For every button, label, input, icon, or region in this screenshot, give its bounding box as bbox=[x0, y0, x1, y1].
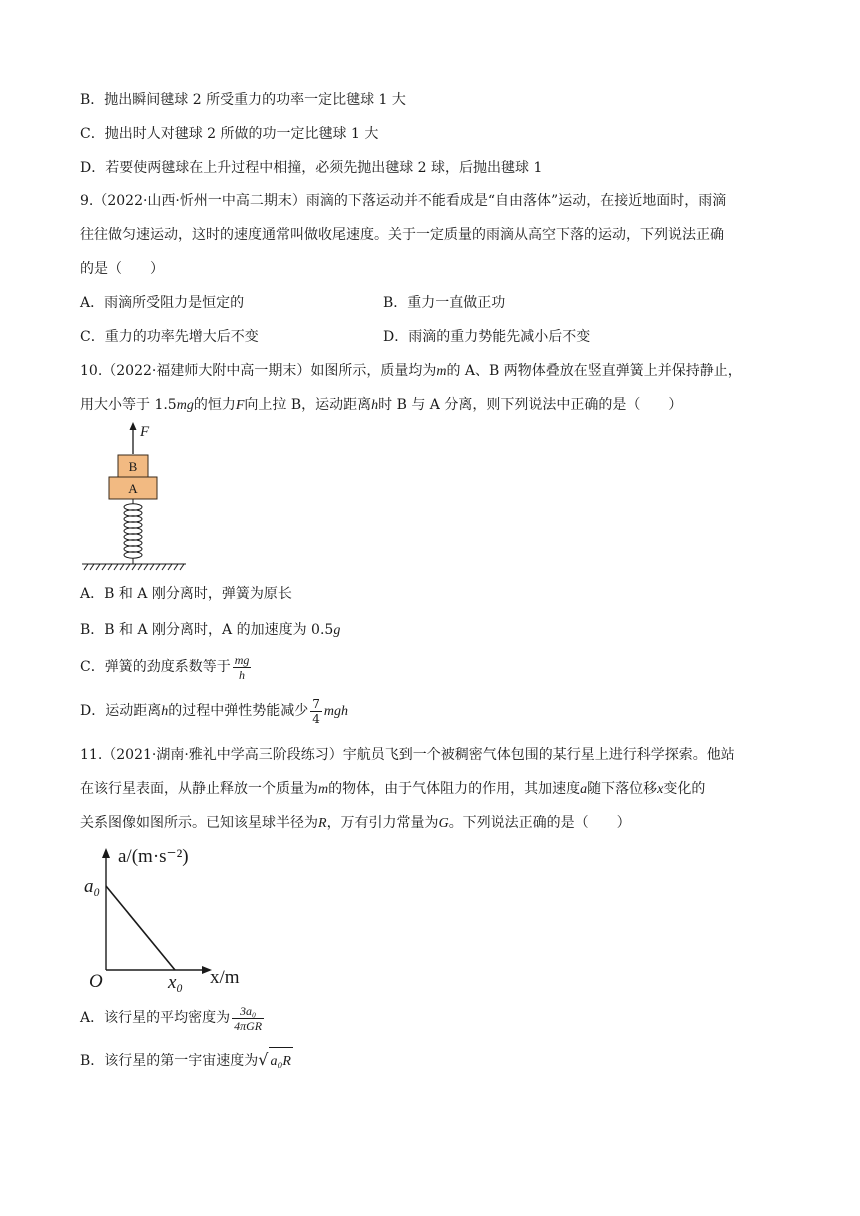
energy-fraction: $\frac{7}{4}$ bbox=[312, 696, 320, 726]
force-label: F bbox=[140, 424, 150, 440]
q11-option-b: B．该行星的第一宇宙速度为√ a₀R bbox=[80, 1046, 293, 1076]
q9-stem-line1: 9.（2022·山西·忻州一中高二期末）雨滴的下落运动并不能看成是“自由落体”运动，在接近地面时，雨滴 bbox=[80, 193, 727, 209]
block-b-label: B bbox=[128, 459, 138, 474]
y-axis-label: a/(m·s⁻²) bbox=[118, 846, 189, 867]
q8-option-c: C．抛出时人对毽球 2 所做的功一定比毽球 1 大 bbox=[80, 126, 379, 142]
ground bbox=[82, 564, 186, 570]
q11-option-a: A．该行星的平均密度为 $\frac{\text{3a₀}}{\text{4πGR}}$ bbox=[80, 1003, 263, 1033]
acceleration-displacement-graph bbox=[78, 842, 278, 992]
q9-stem-line2: 往往做匀速运动，这时的速度通常叫做收尾速度。关于一定质量的雨滴从高空下落的运动，下列说法正确 bbox=[80, 227, 724, 243]
q10-option-c: C．弹簧的劲度系数等于 $\frac{mg}{h}$ bbox=[80, 652, 250, 682]
q11-stem-line2: 在该行星表面，从静止释放一个质量为m的物体，由于气体阻力的作用，其加速度a随下落位移x变化的 bbox=[80, 781, 706, 797]
q11-stem-line3: 关系图像如图所示。已知该星球半径为R，万有引力常量为G。下列说法正确的是（ ） bbox=[80, 815, 631, 831]
density-fraction: $\frac{\text{3a₀}}{\text{4πGR}}$ bbox=[234, 1003, 263, 1033]
q9-option-b: B．重力一直做正功 bbox=[383, 295, 506, 311]
q9-option-d: D．雨滴的重力势能先减小后不变 bbox=[383, 329, 591, 345]
sqrt-symbol: √ bbox=[258, 1050, 269, 1069]
y-axis-arrow bbox=[102, 848, 110, 858]
force-arrowhead bbox=[130, 422, 137, 430]
q8-option-b: B．抛出瞬间毽球 2 所受重力的功率一定比毽球 1 大 bbox=[80, 92, 406, 108]
q10-stem-line1: 10.（2022·福建师大附中高一期末）如图所示，质量均为m的 A、B 两物体叠放在竖直弹簧上并保持静止， bbox=[80, 363, 742, 379]
y-intercept-label: a₀ bbox=[84, 876, 101, 897]
a-x-line bbox=[106, 886, 175, 970]
q9-option-c: C．重力的功率先增大后不变 bbox=[80, 329, 259, 345]
q9-option-a: A．雨滴所受阻力是恒定的 bbox=[80, 295, 245, 311]
x-axis-label: x/m bbox=[210, 967, 240, 988]
x-intercept-label: x₀ bbox=[168, 972, 184, 992]
q8-option-d: D．若要使两毽球在上升过程中相撞，必须先抛出毽球 2 球，后抛出毽球 1 bbox=[80, 160, 543, 176]
q9-stem-line3: 的是（ ） bbox=[80, 261, 164, 277]
stiffness-fraction: $\frac{mg}{h}$ bbox=[234, 652, 250, 682]
q10-option-d: D．运动距离h的过程中弹性势能减少 $\frac{7}{4}$ mgh bbox=[80, 696, 348, 726]
spring-blocks-figure bbox=[80, 420, 190, 575]
q10-option-b: B．B 和 A 刚分离时，A 的加速度为 0.5g bbox=[80, 622, 341, 638]
block-a-label: A bbox=[128, 481, 138, 496]
spring bbox=[124, 499, 142, 564]
q10-option-a: A．B 和 A 刚分离时，弹簧为原长 bbox=[80, 586, 292, 602]
q11-stem-line1: 11.（2021·湖南·雅礼中学高三阶段练习）宇航员飞到一个被稠密气体包围的某行星上进行科学探索。他站 bbox=[80, 747, 735, 763]
q10-stem-line2: 用大小等于 1.5mg的恒力F向上拉 B，运动距离h时 B 与 A 分离，则下列说法中正确的是（ ） bbox=[80, 397, 683, 413]
origin-label: O bbox=[89, 971, 103, 992]
